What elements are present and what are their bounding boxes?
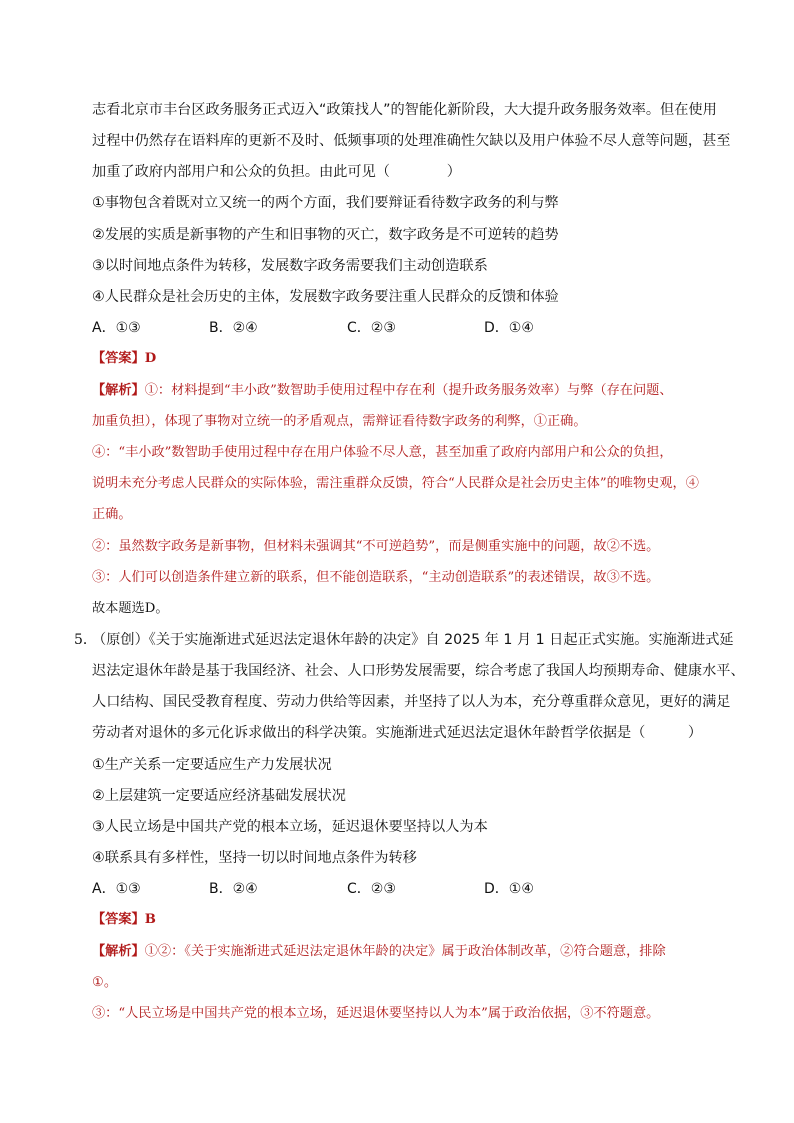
- q5-analysis-line-2: ①。: [92, 975, 118, 990]
- q5-option-a: A．①③: [92, 881, 141, 897]
- q4-stem-line-3: 加重了政府内部用户和公众的负担。由此可见（ ）: [92, 164, 461, 180]
- q4-answer: [92, 349, 156, 369]
- q4-analysis-line-6: ②：虽然数字政务是新事物，但材料未强调其“不可逆趋势”，而是侧重实施中的问题，故②不选。: [92, 539, 660, 554]
- q4-answer-value: D: [144, 351, 157, 366]
- q4-option-d: D．①④: [484, 320, 534, 336]
- q4-stem-line-2: 过程中仍然存在语料库的更新不及时、低频事项的处理准确性欠缺以及用户体验不尽人意等问题，甚至: [92, 133, 731, 149]
- q5-analysis-text-1: ①②：《关于实施渐进式延迟法定退休年龄的决定》属于政治体制改革，②符合题意，排除: [144, 944, 666, 959]
- q5-option-c: C．②③: [347, 881, 396, 897]
- q5-answer: [92, 910, 156, 930]
- q5-answer-label: 【答案】: [92, 912, 145, 927]
- q4-stem-line-1: 志看北京市丰台区政务服务正式迈入“政策找人”的智能化新阶段，大大提升政务服务效率。但在使用: [92, 102, 717, 118]
- q4-analysis-line-1: [92, 381, 673, 401]
- q4-analysis-line-4: 说明未充分考虑人民群众的实际体验，需注重群众反馈，符合“人民群众是社会历史主体”的唯物史观，④: [92, 476, 699, 491]
- q5-stem-line-3: 人口结构、国民受教育程度、劳动力供给等因素，并坚持了以人为本，充分尊重群众意见，更好的满足: [92, 694, 731, 710]
- q5-statement-1: ①生产关系一定要适应生产力发展状况: [92, 757, 332, 773]
- q5-analysis-line-1: [92, 942, 666, 962]
- q5-analysis-line-3: ③：“人民立场是中国共产党的根本立场，延迟退休要坚持以人为本”属于政治依据，③不符题意。: [92, 1006, 660, 1021]
- q5-option-d: D．①④: [484, 881, 534, 897]
- q4-option-a: A．①③: [92, 320, 141, 336]
- q5-stem-line-2: 迟法定退休年龄是基于我国经济、社会、人口形势发展需要，综合考虑了我国人均预期寿命、健康水平、: [92, 663, 745, 679]
- q4-statement-2: ②发展的实质是新事物的产生和旧事物的灭亡，数字政务是不可逆转的趋势: [92, 227, 559, 243]
- q5-statement-2: ②上层建筑一定要适应经济基础发展状况: [92, 788, 346, 804]
- q5-analysis-label: 【解析】: [92, 944, 145, 959]
- q4-analysis-line-7: ③：人们可以创造条件建立新的联系，但不能创造联系，“主动创造联系”的表述错误，故③不选。: [92, 570, 660, 585]
- q4-statement-4: ④人民群众是社会历史的主体，发展数字政务要注重人民群众的反馈和体验: [92, 289, 559, 305]
- q4-analysis-line-3: ④：“丰小政”数智助手使用过程中存在用户体验不尽人意，甚至加重了政府内部用户和公众的负担，: [92, 445, 673, 460]
- q4-analysis-text-1: ①：材料提到“丰小政”数智助手使用过程中存在利（提升政务服务效率）与弊（存在问题、: [144, 383, 673, 398]
- q5-answer-value: B: [144, 912, 156, 927]
- q4-option-c: C．②③: [347, 320, 396, 336]
- q5-statement-3: ③人民立场是中国共产党的根本立场，延迟退休要坚持以人为本: [92, 819, 488, 835]
- q4-analysis-line-2: 加重负担），体现了事物对立统一的矛盾观点，需辩证看待数字政务的利弊，①正确。: [92, 414, 587, 429]
- q5-option-b: B．②④: [209, 881, 258, 897]
- q4-analysis-label: 【解析】: [92, 383, 145, 398]
- q4-option-b: B．②④: [209, 320, 258, 336]
- q4-statement-1: ①事物包含着既对立又统一的两个方面，我们要辩证看待数字政务的利与弊: [92, 195, 559, 211]
- q5-statement-4: ④联系具有多样性，坚持一切以时间地点条件为转移: [92, 850, 417, 866]
- q4-conclusion: 故本题选D。: [92, 601, 169, 616]
- q5-stem-line-4: 劳动者对退休的多元化诉求做出的科学决策。实施渐进式延迟法定退休年龄哲学依据是（ ）: [92, 725, 703, 741]
- q4-statement-3: ③以时间地点条件为转移，发展数字政务需要我们主动创造联系: [92, 258, 488, 274]
- q5-stem-line-1: （原创）《关于实施渐进式延迟法定退休年龄的决定》自 2025 年 1 月 1 日起正式实施。实施渐进式延: [92, 632, 734, 648]
- q5-number: 5．: [74, 632, 97, 648]
- q4-answer-label: 【答案】: [92, 351, 145, 366]
- q4-analysis-line-5: 正确。: [92, 507, 132, 522]
